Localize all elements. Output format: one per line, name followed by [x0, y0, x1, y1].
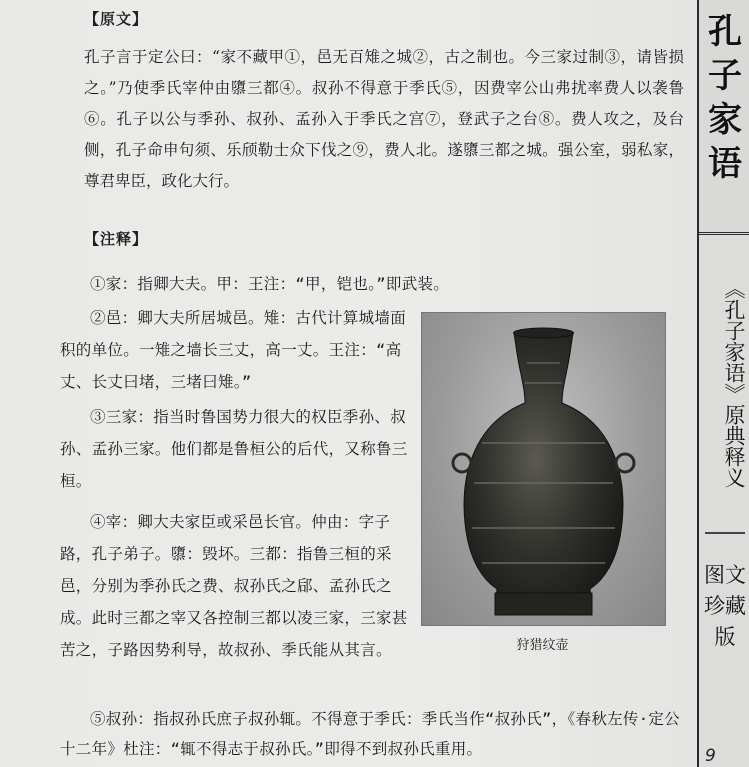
figure-caption: 狩猎纹壶	[516, 638, 569, 653]
notes-heading: 【注释】	[84, 230, 149, 248]
note-4: ④宰：卿大夫家臣或采邑长官。仲由：字子路，孔子弟子。隳：毁坏。三都：指鲁三桓的采邑，分别为季孙氏之费、叔孙氏之郈、孟孙氏之成。此时三都之宰又各控制三都以凌三家，三家甚苦之，子路因势利导，故叔孙、季氏能从其言。	[60, 513, 408, 659]
book-title-box	[699, 0, 749, 235]
hunting-pattern-pot-photo	[421, 312, 666, 626]
note-3: ③三家：指当时鲁国势力很大的权臣季孙、叔孙、孟孙三家。他们都是鲁桓公的后代，又称鲁三桓。	[60, 408, 408, 490]
banner-divider	[705, 532, 745, 534]
edition-label: 图文珍藏版	[704, 563, 746, 649]
note-1: ①家：指卿大夫。甲：王注：“甲，铠也。”即武装。	[90, 275, 450, 293]
original-text: 孔子言于定公曰：“家不藏甲①，邑无百雉之城②，古之制也。今三家过制③，请皆损之。”乃使季氏宰仲由隳三都④。叔孙不得意于季氏⑤，因费宰公山弗扰率费人以袭鲁⑥。孔子以公与季孙、叔孙、孟孙入于季氏之宫⑦，登武子之台⑧。费人攻之，及台侧，孔子命申句须、乐颀勒士众下伐之⑨，费人北。遂隳三都之城。强公室，弱私家，尊君卑臣，政化大行。	[84, 48, 684, 190]
note-2: ②邑：卿大夫所居城邑。雉：古代计算城墙面积的单位。一雉之墙长三丈，高一丈。王注：“高丈、长丈曰堵，三堵曰雉。”	[60, 309, 407, 391]
page-side-banner	[697, 0, 749, 767]
bronze-pot-image	[422, 313, 665, 625]
note-5: ⑤叔孙：指叔孙氏庶子叔孙辄。不得意于季氏：季氏当作“叔孙氏”，《春秋左传·定公十二年》杜注：“辄不得志于叔孙氏。”即得不到叔孙氏重用。	[60, 710, 680, 758]
book-title: 孔子家语	[708, 12, 742, 184]
original-heading: 【原文】	[84, 10, 149, 28]
page-number: 9	[705, 746, 716, 766]
book-subtitle: 《孔子家语》原典释义	[722, 278, 746, 488]
